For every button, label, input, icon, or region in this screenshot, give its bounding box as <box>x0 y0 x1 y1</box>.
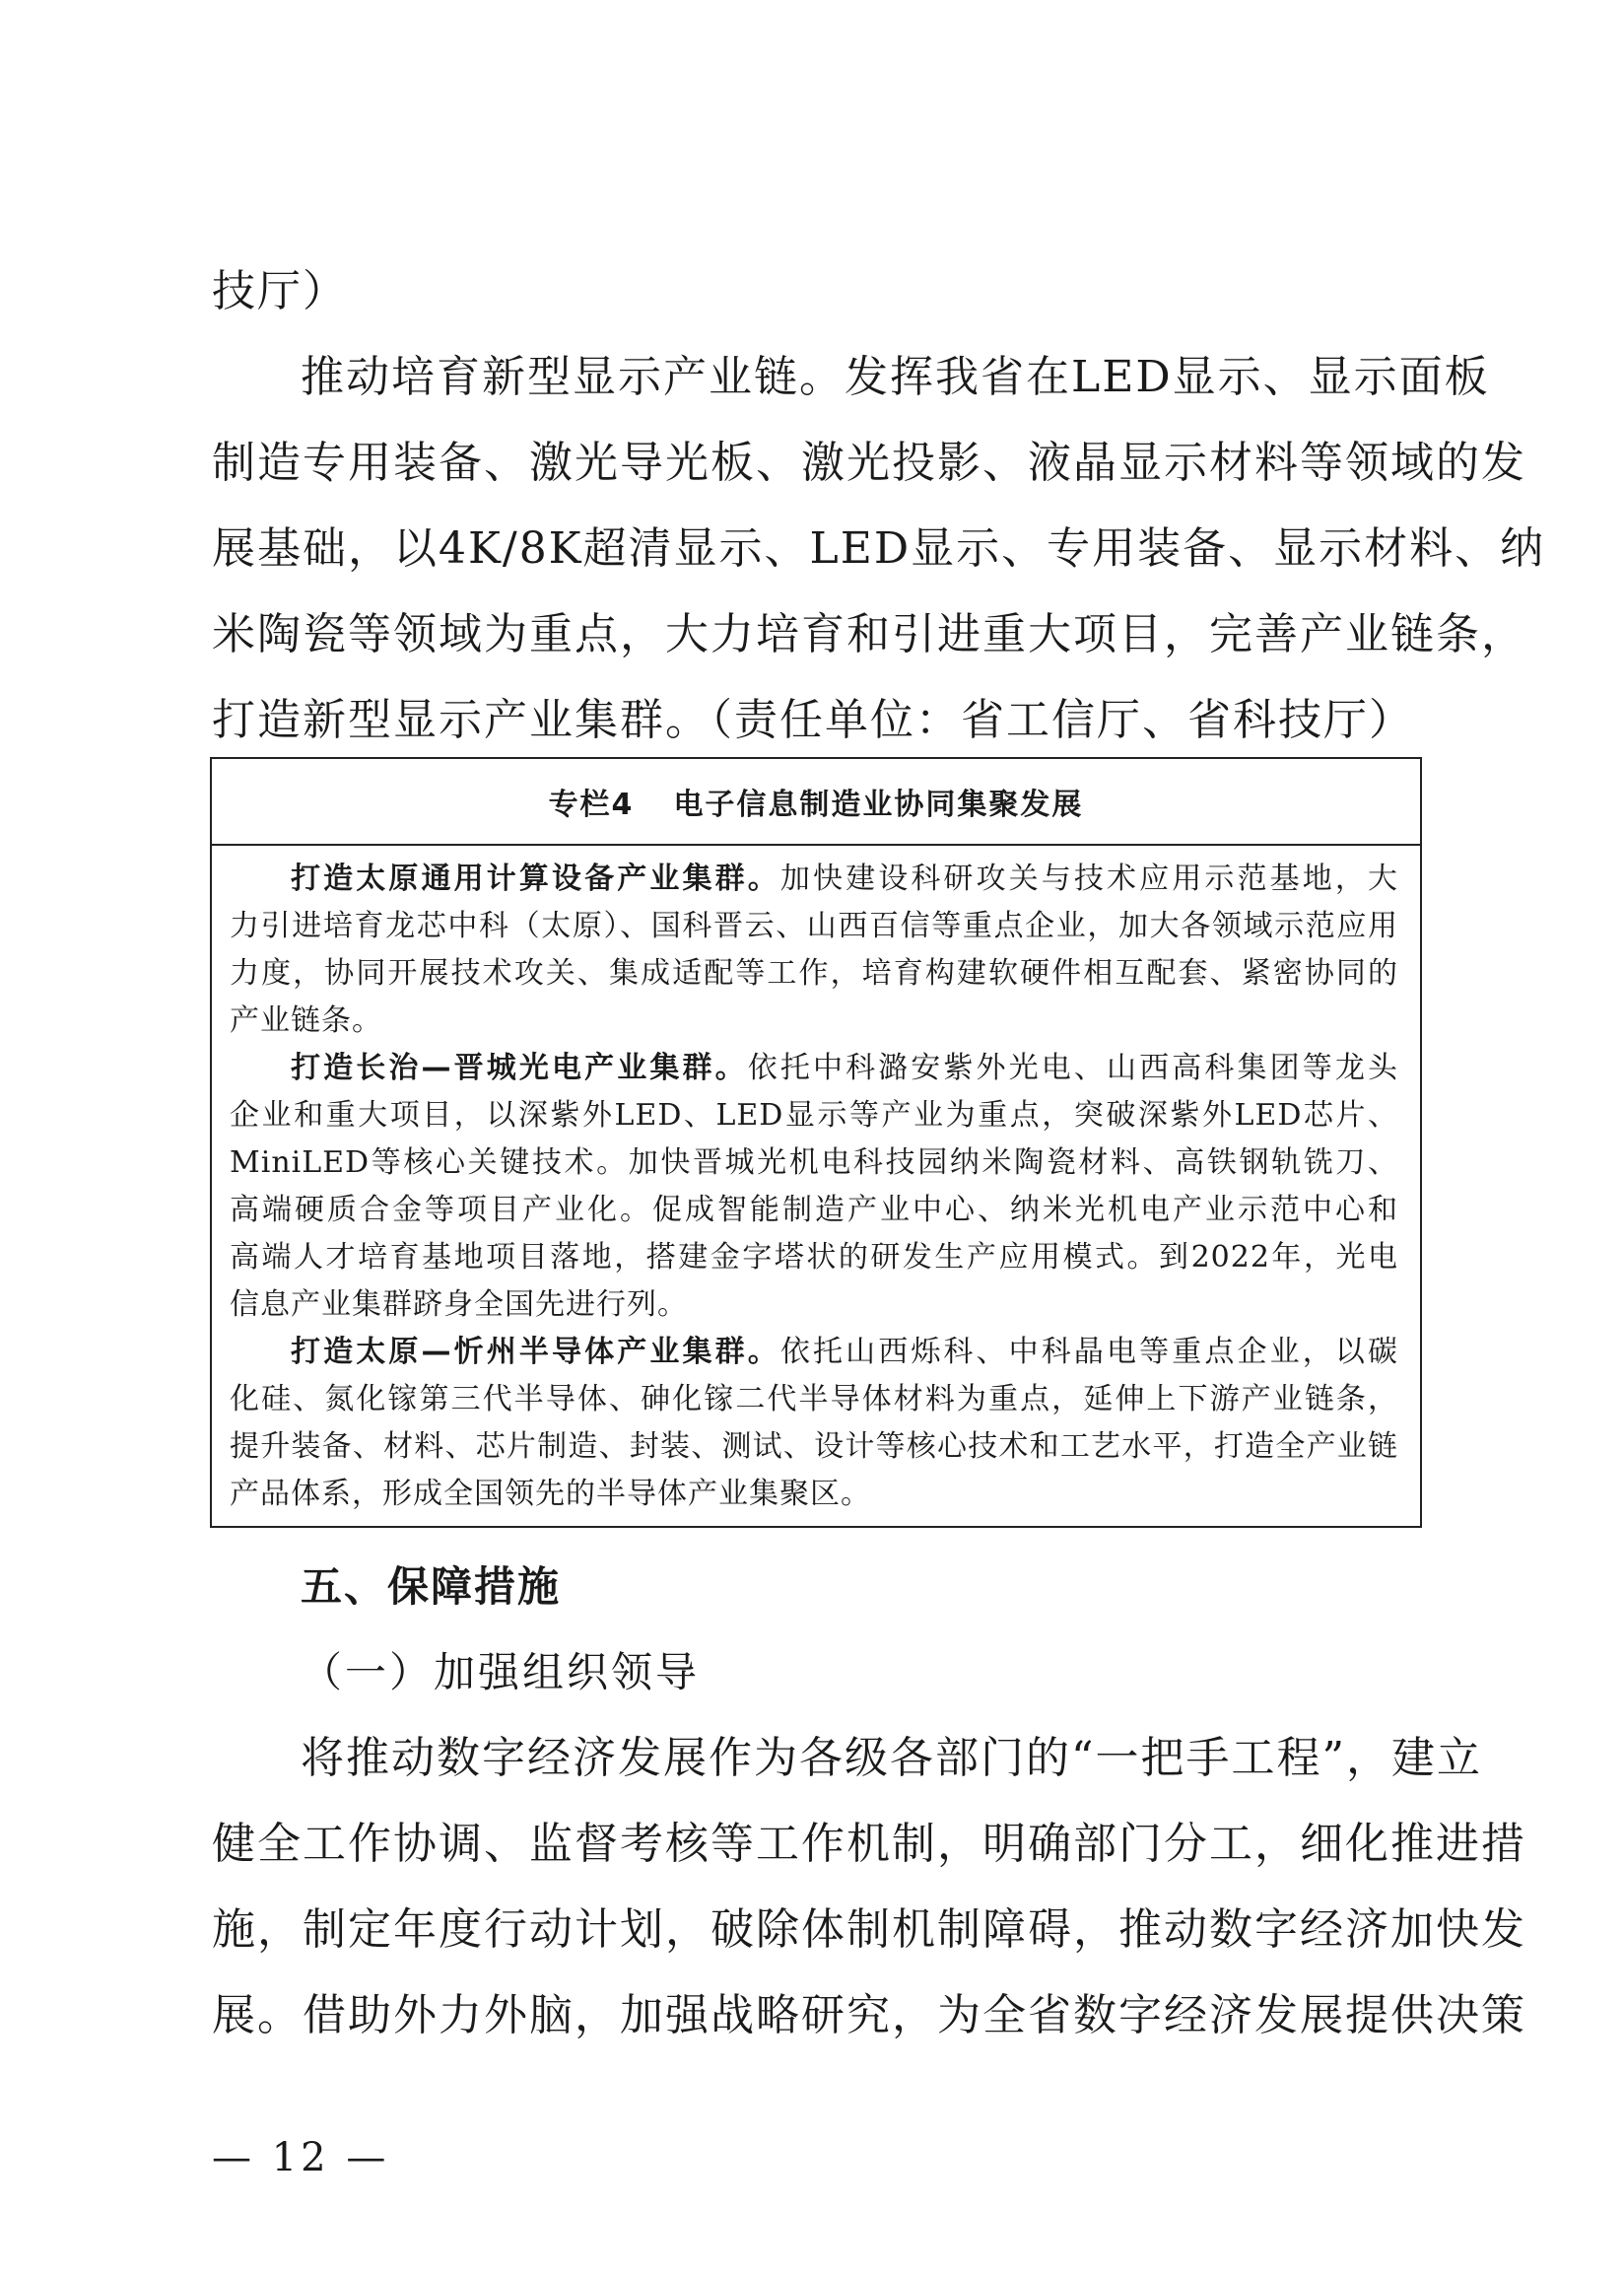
box-line: 力引进培育龙芯中科（太原）、国科晋云、山西百信等重点企业，加大各领域示范应用 <box>230 909 1398 943</box>
body-line: 制造专用装备、激光导光板、激光投影、液晶显示材料等领域的发 <box>212 438 1526 488</box>
box-line: 化硅、氮化镓第三代半导体、砷化镓二代半导体材料为重点，延伸上下游产业链条， <box>230 1382 1398 1416</box>
box-line: 产品体系，形成全国领先的半导体产业集聚区。 <box>230 1477 871 1511</box>
section-heading: 五、保障措施 <box>301 1562 562 1611</box>
body-line: 技厅） <box>212 266 348 316</box>
box-paragraph-lead: 打造太原—忻州半导体产业集群。 <box>291 1335 780 1369</box>
body-line: 推动培育新型显示产业链。发挥我省在LED显示、显示面板 <box>301 352 1490 402</box>
body-line: 展基础，以4K/8K超清显示、LED显示、专用装备、显示材料、纳 <box>212 523 1546 574</box>
column-number: 专栏4 <box>548 788 635 822</box>
body-line: 打造新型显示产业集群。（责任单位：省工信厅、省科技厅） <box>212 695 1414 745</box>
body-line: 米陶瓷等领域为重点，大力培育和引进重大项目，完善产业链条， <box>212 609 1526 659</box>
box-line: 力度，协同开展技术攻关、集成适配等工作，培育构建软硬件相互配套、紧密协同的 <box>230 956 1398 991</box>
body-line: 将推动数字经济发展作为各级各部门的“一把手工程”，建立 <box>301 1733 1482 1783</box>
column-title-bar <box>212 759 1420 846</box>
box-line: 高端硬质合金等项目产业化。促成智能制造产业中心、纳米光机电产业示范中心和 <box>230 1193 1398 1227</box>
box-line: 信息产业集群跻身全国先进行列。 <box>230 1287 688 1322</box>
box-line: 产业链条。 <box>230 1003 382 1038</box>
box-line: MiniLED等核心关键技术。加快晋城光机电科技园纳米陶瓷材料、高铁钢轨铣刀、 <box>230 1145 1398 1180</box>
feature-column-box <box>210 757 1422 1528</box>
box-paragraph-lead: 打造太原通用计算设备产业集群。 <box>291 862 780 896</box>
body-line: 展。借助外力外脑，加强战略研究，为全省数字经济发展提供决策 <box>212 1990 1526 2040</box>
box-line: 高端人才培育基地项目落地，搭建金字塔状的研发生产应用模式。到2022年，光电 <box>230 1240 1398 1275</box>
column-title: 电子信息制造业协同集聚发展 <box>673 788 1084 822</box>
box-paragraph-first-line: 打造太原—忻州半导体产业集群。依托山西烁科、中科晶电等重点企业，以碳 <box>291 1335 1399 1369</box>
body-line: 健全工作协调、监督考核等工作机制，明确部门分工，细化推进措 <box>212 1819 1526 1869</box>
box-line: 企业和重大项目，以深紫外LED、LED显示等产业为重点，突破深紫外LED芯片、 <box>230 1098 1398 1133</box>
box-paragraph-first-line: 打造太原通用计算设备产业集群。加快建设科研攻关与技术应用示范基地，大 <box>291 862 1399 896</box>
section-subheading: （一）加强组织领导 <box>301 1648 701 1696</box>
box-paragraph-lead: 打造长治—晋城光电产业集群。 <box>291 1051 748 1085</box>
body-line: 施，制定年度行动计划，破除体制机制障碍，推动数字经济加快发 <box>212 1904 1526 1955</box>
box-paragraph-first-line: 打造长治—晋城光电产业集群。依托中科潞安紫外光电、山西高科集团等龙头 <box>291 1051 1399 1085</box>
page-number: — 12 — <box>212 2135 390 2180</box>
box-line: 提升装备、材料、芯片制造、封装、测试、设计等核心技术和工艺水平，打造全产业链 <box>230 1429 1398 1464</box>
